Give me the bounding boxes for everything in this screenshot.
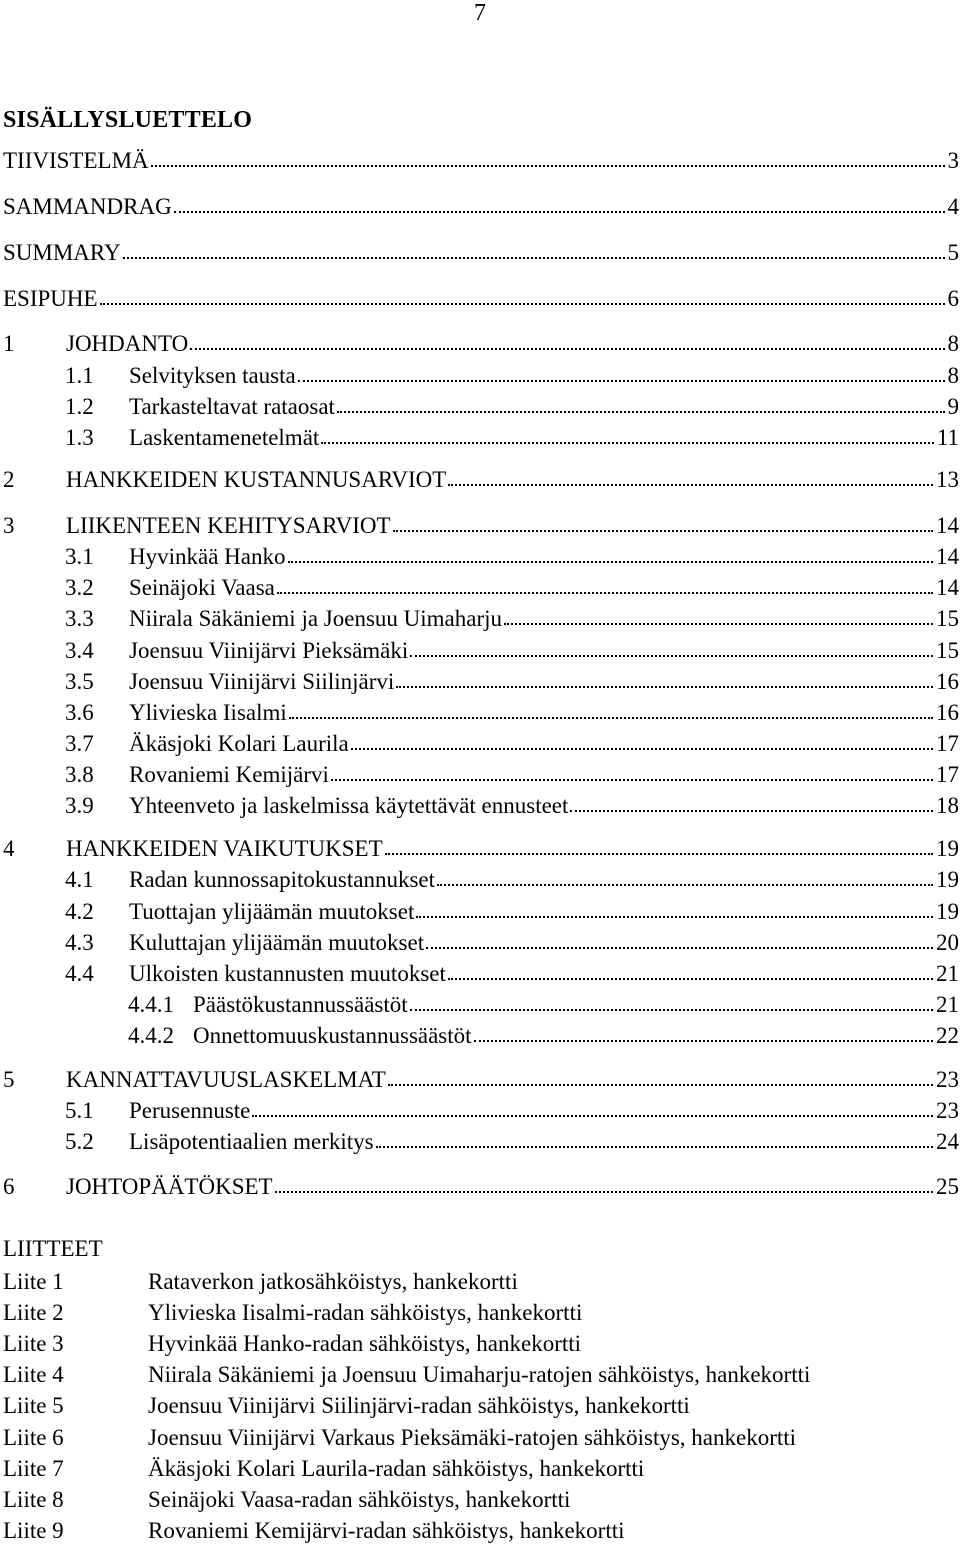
toc-dot-leader (100, 302, 945, 305)
toc-dot-leader (396, 685, 933, 688)
appendix-item[interactable] (3, 1330, 581, 1358)
toc-entry-page: 16 (936, 700, 959, 725)
toc-dot-leader (174, 210, 945, 213)
toc-entry[interactable] (3, 929, 959, 957)
toc-dot-leader (570, 809, 933, 812)
toc-entry-number: 3.1 (65, 544, 94, 569)
toc-dot-leader (331, 778, 933, 781)
toc-dot-leader (448, 483, 933, 486)
toc-dot-leader (448, 977, 933, 980)
toc-entry-page: 14 (936, 544, 959, 569)
toc-entry[interactable] (3, 512, 959, 540)
toc-entry-number: 5 (3, 1067, 15, 1092)
toc-entry-page: 11 (936, 425, 959, 450)
appendix-id: Liite 3 (3, 1331, 64, 1356)
appendix-item[interactable] (3, 1392, 690, 1420)
toc-entry-page: 23 (936, 1067, 959, 1092)
toc-dot-leader (385, 852, 933, 855)
toc-entry[interactable] (3, 1173, 959, 1201)
toc-entry-page: 21 (936, 992, 959, 1017)
toc-entry[interactable] (3, 330, 959, 358)
toc-entry[interactable] (3, 147, 959, 175)
toc-entry-label: KANNATTAVUUSLASKELMAT (66, 1067, 386, 1092)
toc-dot-leader (321, 441, 934, 444)
toc-entry-label: Kuluttajan ylijäämän muutokset (129, 930, 425, 955)
toc-dot-leader (437, 883, 933, 886)
toc-entry-page: 17 (936, 762, 959, 787)
toc-entry-number: 1.1 (65, 363, 94, 388)
appendix-id: Liite 6 (3, 1425, 64, 1450)
toc-dot-leader (252, 1114, 933, 1117)
toc-entry-label: Yhteenveto ja laskelmissa käytettävät ennusteet (129, 793, 569, 818)
toc-entry-number: 4.1 (65, 867, 94, 892)
page-number: 7 (474, 0, 486, 26)
toc-entry-number: 4.4.2 (128, 1023, 174, 1048)
toc-entry-number: 4.3 (65, 930, 94, 955)
toc-entry-page: 19 (936, 867, 959, 892)
appendix-title-text: Äkäsjoki Kolari Laurila-radan sähköistys, hankekortti (148, 1456, 645, 1481)
toc-entry-label: TIIVISTELMÄ (3, 148, 149, 173)
toc-entry-label: Ulkoisten kustannusten muutokset (129, 961, 446, 986)
toc-entry[interactable] (3, 1097, 959, 1125)
toc-entry-page: 5 (947, 240, 959, 265)
toc-entry-number: 3.9 (65, 793, 94, 818)
toc-dot-leader (426, 946, 933, 949)
appendix-item[interactable] (3, 1486, 570, 1514)
toc-dot-leader (388, 1083, 933, 1086)
appendix-item[interactable] (3, 1424, 796, 1452)
toc-entry-label: SUMMARY (3, 240, 121, 265)
toc-entry-page: 16 (936, 669, 959, 694)
toc-entry[interactable] (3, 730, 959, 758)
toc-entry[interactable] (3, 605, 959, 633)
toc-entry-page: 19 (936, 899, 959, 924)
toc-entry[interactable] (3, 1128, 959, 1156)
toc-entry-label: Joensuu Viinijärvi Pieksämäki (129, 638, 409, 663)
toc-entry-page: 17 (936, 731, 959, 756)
appendix-id: Liite 7 (3, 1456, 64, 1481)
toc-entry-number: 5.1 (65, 1098, 94, 1123)
toc-dot-leader (474, 1039, 933, 1042)
toc-entry-label: Onnettomuuskustannussäästöt (193, 1023, 472, 1048)
toc-entry-number: 3.4 (65, 638, 94, 663)
appendix-item[interactable] (3, 1455, 644, 1483)
appendix-title-text: Seinäjoki Vaasa-radan sähköistys, hankekortti (148, 1487, 571, 1512)
appendix-item[interactable] (3, 1299, 582, 1327)
toc-entry-page: 22 (936, 1023, 959, 1048)
toc-entry[interactable] (3, 991, 959, 1019)
toc-dot-leader (376, 1145, 933, 1148)
toc-entry-label: Laskentamenetelmät (129, 425, 320, 450)
toc-dot-leader (277, 591, 933, 594)
toc-entry-page: 20 (936, 930, 959, 955)
toc-entry-label: Joensuu Viinijärvi Siilinjärvi (129, 669, 395, 694)
toc-entry-page: 23 (936, 1098, 959, 1123)
toc-entry-label: Perusennuste (129, 1098, 251, 1123)
toc-entry-label: Radan kunnossapitokustannukset (129, 867, 435, 892)
toc-entry-label: SAMMANDRAG (3, 194, 172, 219)
toc-entry-number: 6 (3, 1174, 15, 1199)
toc-entry[interactable] (3, 637, 959, 665)
toc-entry[interactable] (3, 960, 959, 988)
toc-entry-number: 2 (3, 467, 15, 492)
toc-entry-page: 25 (936, 1174, 959, 1199)
toc-dot-leader (275, 1190, 933, 1193)
toc-entry-page: 21 (936, 961, 959, 986)
toc-entry-label: Hyvinkää Hanko (129, 544, 286, 569)
toc-entry[interactable] (3, 699, 959, 727)
toc-entry-page: 13 (936, 467, 959, 492)
toc-entry-page: 24 (936, 1129, 959, 1154)
toc-dot-leader (410, 654, 933, 657)
toc-entry-label: LIIKENTEEN KEHITYSARVIOT (66, 513, 391, 538)
toc-dot-leader (151, 164, 945, 167)
appendix-title-text: Niirala Säkäniemi ja Joensuu Uimaharju-ratojen sähköistys, hankekortti (148, 1362, 811, 1387)
toc-entry-page: 15 (936, 606, 959, 631)
toc-entry[interactable] (3, 1022, 959, 1050)
appendix-title-text: Ylivieska Iisalmi-radan sähköistys, hankekortti (148, 1300, 583, 1325)
toc-entry[interactable] (3, 239, 959, 267)
toc-entry-label: HANKKEIDEN VAIKUTUKSET (66, 836, 383, 861)
appendix-id: Liite 1 (3, 1269, 64, 1294)
toc-entry[interactable] (3, 466, 959, 494)
toc-entry-number: 4.2 (65, 899, 94, 924)
toc-title: SISÄLLYSLUETTELO (3, 107, 253, 133)
toc-dot-leader (337, 410, 945, 413)
toc-dot-leader (298, 379, 945, 382)
toc-entry-page: 14 (936, 575, 959, 600)
appendix-title-text: Hyvinkää Hanko-radan sähköistys, hankekortti (148, 1331, 582, 1356)
toc-entry-page: 14 (936, 513, 959, 538)
toc-entry-label: Tarkasteltavat rataosat (129, 394, 335, 419)
toc-entry-page: 3 (947, 148, 959, 173)
toc-entry-label: Päästökustannussäästöt (193, 992, 408, 1017)
appendix-id: Liite 8 (3, 1487, 64, 1512)
toc-entry-number: 3.5 (65, 669, 94, 694)
toc-entry-label: ESIPUHE (3, 286, 98, 311)
toc-entry-number: 3.7 (65, 731, 94, 756)
toc-entry-number: 4.4 (65, 961, 94, 986)
appendix-id: Liite 5 (3, 1393, 64, 1418)
toc-entry-number: 3.3 (65, 606, 94, 631)
toc-entry-label: Tuottajan ylijäämän muutokset (129, 899, 415, 924)
toc-entry-page: 4 (947, 194, 959, 219)
toc-entry-label: Rovaniemi Kemijärvi (129, 762, 329, 787)
toc-entry-label: HANKKEIDEN KUSTANNUSARVIOT (66, 467, 447, 492)
toc-dot-leader (504, 622, 933, 625)
appendix-title-text: Rataverkon jatkosähköistys, hankekortti (148, 1269, 518, 1294)
toc-entry[interactable] (3, 668, 959, 696)
appendix-title: LIITTEET (3, 1236, 103, 1261)
toc-entry[interactable] (3, 285, 959, 313)
appendix-id: Liite 4 (3, 1362, 64, 1387)
toc-entry-label: Seinäjoki Vaasa (129, 575, 275, 600)
toc-entry-label: JOHDANTO (66, 331, 189, 356)
toc-entry[interactable] (3, 393, 959, 421)
toc-entry-label: Äkäsjoki Kolari Laurila (129, 731, 349, 756)
appendix-item[interactable] (3, 1268, 518, 1296)
toc-entry-number: 3.6 (65, 700, 94, 725)
toc-entry-number: 4.4.1 (128, 992, 174, 1017)
toc-entry-page: 19 (936, 836, 959, 861)
toc-entry-page: 18 (936, 793, 959, 818)
toc-entry-number: 1.2 (65, 394, 94, 419)
toc-dot-leader (289, 716, 933, 719)
toc-entry[interactable] (3, 761, 959, 789)
toc-entry-page: 15 (936, 638, 959, 663)
toc-entry-label: Niirala Säkäniemi ja Joensuu Uimaharju (129, 606, 503, 631)
toc-entry-label: Lisäpotentiaalien merkitys (129, 1129, 374, 1154)
toc-entry-number: 3 (3, 513, 15, 538)
toc-entry[interactable] (3, 543, 959, 571)
toc-dot-leader (410, 1008, 933, 1011)
toc-dot-leader (288, 560, 934, 563)
toc-entry-number: 4 (3, 836, 15, 861)
appendix-title-text: Joensuu Viinijärvi Siilinjärvi-radan sähköistys, hankekortti (148, 1393, 690, 1418)
toc-entry-page: 8 (947, 331, 959, 356)
appendix-item[interactable] (3, 1517, 625, 1545)
appendix-title-text: Rovaniemi Kemijärvi-radan sähköistys, hankekortti (148, 1518, 625, 1543)
toc-entry-label: Selvityksen tausta (129, 363, 296, 388)
toc-dot-leader (190, 347, 944, 350)
toc-entry-number: 1 (3, 331, 15, 356)
appendix-title-text: Joensuu Viinijärvi Varkaus Pieksämäki-ratojen sähköistys, hankekortti (148, 1425, 797, 1450)
toc-dot-leader (123, 256, 945, 259)
toc-entry-label: JOHTOPÄÄTÖKSET (66, 1174, 273, 1199)
toc-entry[interactable] (3, 898, 959, 926)
toc-entry-number: 3.8 (65, 762, 94, 787)
toc-dot-leader (416, 915, 933, 918)
toc-entry-page: 6 (947, 286, 959, 311)
toc-entry[interactable] (3, 1066, 959, 1094)
toc-entry[interactable] (3, 574, 959, 602)
toc-entry[interactable] (3, 835, 959, 863)
toc-entry[interactable] (3, 362, 959, 390)
toc-entry[interactable] (3, 792, 959, 820)
toc-dot-leader (351, 747, 933, 750)
toc-entry-number: 3.2 (65, 575, 94, 600)
appendix-item[interactable] (3, 1361, 810, 1389)
toc-entry-label: Ylivieska Iisalmi (129, 700, 287, 725)
toc-entry-number: 1.3 (65, 425, 94, 450)
toc-entry-number: 5.2 (65, 1129, 94, 1154)
toc-entry-page: 9 (947, 394, 959, 419)
toc-entry[interactable] (3, 866, 959, 894)
toc-dot-leader (393, 529, 933, 532)
toc-entry[interactable] (3, 193, 959, 221)
appendix-id: Liite 9 (3, 1518, 64, 1543)
appendix-id: Liite 2 (3, 1300, 64, 1325)
toc-entry[interactable] (3, 424, 959, 452)
toc-entry-page: 8 (947, 363, 959, 388)
